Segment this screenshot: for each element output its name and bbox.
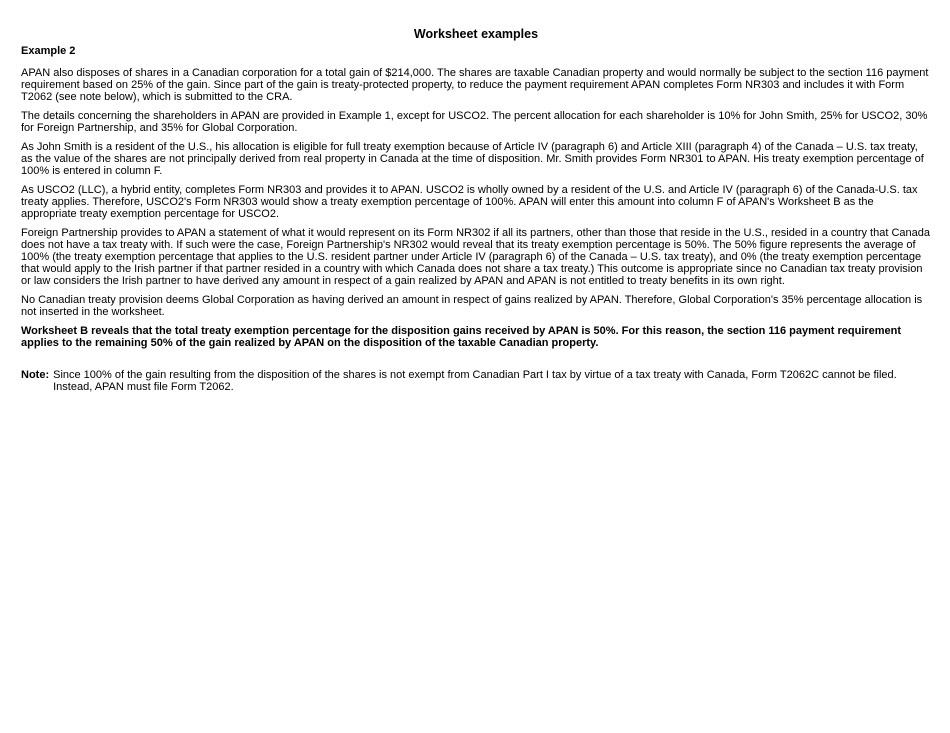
page-title: Worksheet examples	[413, 27, 539, 41]
paragraph-john-smith: As John Smith is a resident of the U.S., his allocation is eligible for full treaty exemption because of Article IV (paragraph 6) and Article XIII (paragraph 4) of the Canada – U.S. tax treaty, as the value of the shares are not principally derived from real property in Canada at the time of disposition. Mr. Smith provides Form NR301 to APAN. His treaty exemption percentage of 100% is entered in column F.	[21, 141, 924, 177]
document-page	[21, 27, 931, 393]
conclusion-paragraph: Worksheet B reveals that the total treaty exemption percentage for the disposition gains received by APAN is 50%. For this reason, the section 116 payment requirement applies to the remaining 50% of the gain realized by APAN on the disposition of the taxable Canadian property.	[21, 325, 902, 349]
paragraph-global-corporation: No Canadian treaty provision deems Global Corporation as having derived an amount in respect of gains realized by APAN. Therefore, Global Corporation's 35% percentage allocation is not inserted in the worksheet.	[21, 294, 923, 318]
paragraph-gain-overview: APAN also disposes of shares in a Canadian corporation for a total gain of $214,000. The shares are taxable Canadian property and would normally be subject to the section 116 payment requirement based on 25% of the gain. Since part of the gain is treaty-protected property, to reduce the payment requirement APAN completes Form NR303 and includes it with Form T2062 (see note below), which is submitted to the CRA.	[21, 67, 929, 103]
example-heading: Example 2	[21, 45, 76, 57]
paragraph-shareholder-allocation: The details concerning the shareholders in APAN are provided in Example 1, except for USCO2. The percent allocation for each shareholder is 10% for John Smith, 25% for USCO2, 30% for Foreign Partnership, and 35% for Global Corporation.	[21, 110, 928, 134]
note-text: Since 100% of the gain resulting from the disposition of the shares is not exempt from Canadian Part I tax by virtue of a tax treaty with Canada, Form T2062C cannot be filed. Instead, APAN must file Form T2062.	[53, 369, 897, 393]
paragraph-foreign-partnership: Foreign Partnership provides to APAN a statement of what it would represent on its Form NR302 if all its partners, other than those that reside in the U.S., resided in a country that Canada does not have a tax treaty with. If such were the case, Foreign Partnership's NR302 would reveal that its treaty exemption percentage is 50%. The 50% figure represents the average of 100% (the treaty exemption percentage that applies to the U.S. resident partner under Article IV (paragraph 6) of the Canada – U.S. tax treaty), and 0% (the treaty exemption percentage that would apply to the Irish partner if that partner resided in a country with which Canada does not share a tax treaty.) This outcome is appropriate since no Canadian tax treaty provision or law considers the Irish partner to have derived any amount in respect of a gain realized by APAN and APAN is not entitled to treaty benefits in its own right.	[21, 227, 930, 287]
note-block	[21, 369, 931, 393]
paragraph-usco2: As USCO2 (LLC), a hybrid entity, completes Form NR303 and provides it to APAN. USCO2 is wholly owned by a resident of the U.S. and Article IV (paragraph 6) of the Canada-U.S. tax treaty applies. Therefore, USCO2's Form NR303 would show a treaty exemption percentage of 100%. APAN will enter this amount into column F of APAN's Worksheet B as the appropriate treaty exemption percentage for USCO2.	[21, 184, 918, 220]
note-label: Note:	[21, 369, 50, 381]
